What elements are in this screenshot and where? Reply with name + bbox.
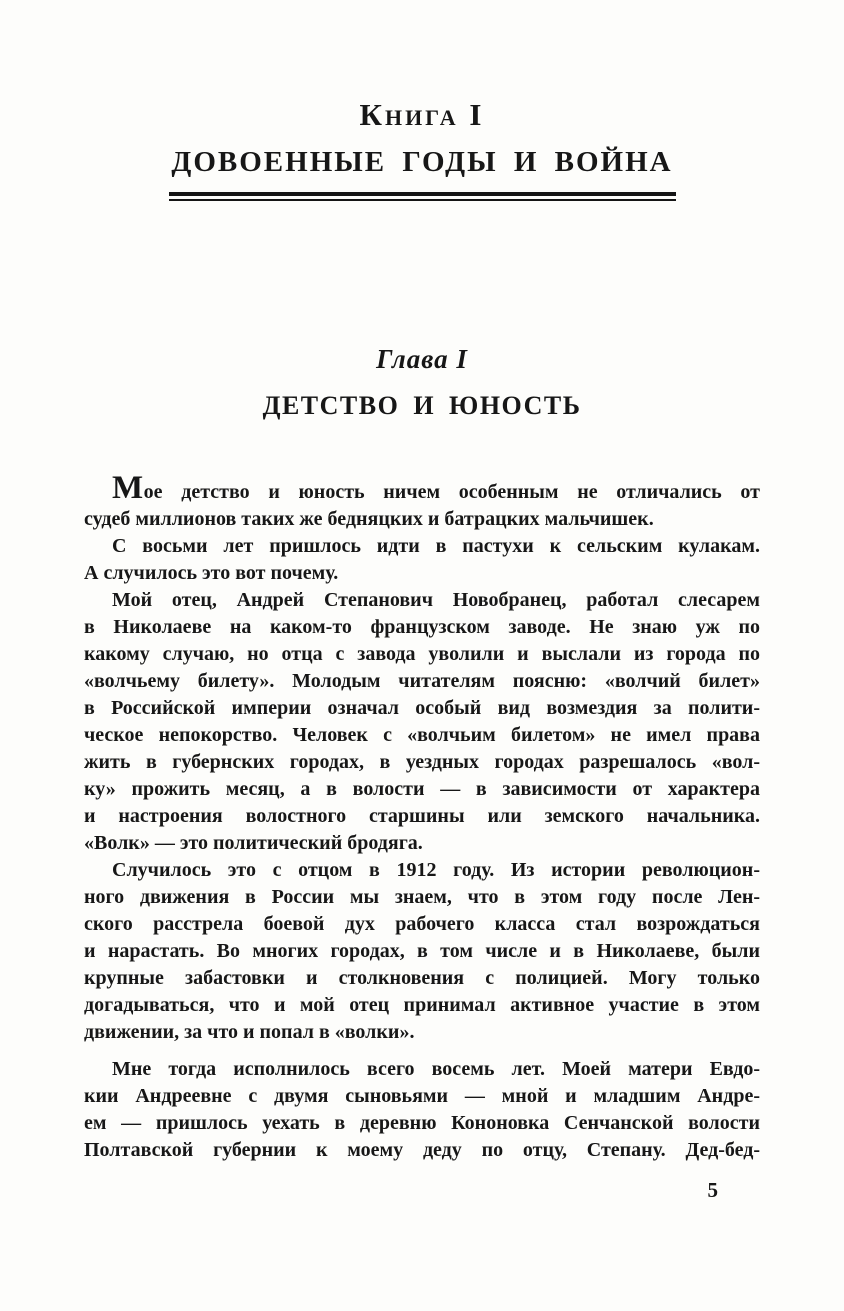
text-line: А случилось это вот почему. [84,562,339,584]
text-line: в Николаеве на каком-то французском заводе. Не знаю уж по [84,616,760,638]
part-title: ДОВОЕННЫЕ ГОДЫ И ВОЙНА [171,146,673,178]
text-line: жить в губернских городах, в уездных городах разрешалось «вол- [84,751,760,773]
text-line: Мое детство и юность ничем особенным не отличались от [112,470,760,506]
chapter-header [84,341,760,423]
text-line: ческое непокорство. Человек с «волчьим билетом» не имел права [84,724,760,746]
text-line: и нарастать. Во многих городах, в том числе и в Николаеве, были [84,940,760,962]
initial-letter: М [112,470,144,506]
text-line: какому случаю, но отца с завода уволили и выслали из города по [84,643,760,665]
paragraph [84,587,760,857]
text-line: Полтавской губернии к моему деду по отцу, Степану. Дед-бед- [84,1139,760,1161]
text-line: «волчьему билету». Молодым читателям поясню: «волчий билет» [84,670,760,692]
text-line: ного движения в России мы знаем, что в этом году после Лен- [84,886,760,908]
text-line: движении, за что и попал в «волки». [84,1021,415,1043]
text-line: в Российской империи означал особый вид возмездия за полити- [84,697,760,719]
rule-thin-line [169,199,676,201]
text-line: кии Андреевне с двумя сыновьями — мной и младшим Андре- [84,1085,760,1107]
body-text [84,470,760,1164]
text-line: и настроения волостного старшины или земского начальника. [84,805,760,827]
text-line: Мой отец, Андрей Степанович Новобранец, работал слесарем [112,589,760,611]
text-line: Случилось это с отцом в 1912 году. Из истории революцион- [112,859,760,881]
text-line: ского расстрела боевой дух рабочего класса стал возрождаться [84,913,760,935]
paragraph [84,1056,760,1164]
text-line: догадываться, что и мой отец принимал активное участие в этом [84,994,760,1016]
text-line: С восьми лет пришлось идти в пастухи к сельским кулакам. [112,535,760,557]
paragraph [84,533,760,587]
text-line: «Волк» — это политический бродяга. [84,832,423,854]
double-rule [169,192,676,201]
text-line: крупные забастовки и столкновения с полицией. Могу только [84,967,760,989]
paragraph [84,857,760,1046]
book-header [84,96,760,201]
book-title: Книга I [359,97,485,132]
chapter-subtitle: ДЕТСТВО И ЮНОСТЬ [262,391,582,420]
paragraph [84,470,760,533]
text-line: судеб миллионов таких же бедняцких и батрацких мальчишек. [84,508,654,530]
rule-thick-line [169,192,676,196]
text-line: Мне тогда исполнилось всего восемь лет. Моей матери Евдо- [112,1058,760,1080]
chapter-title: Глава I [376,344,468,374]
text-line: ку» прожить месяц, а в волости — в зависимости от характера [84,778,760,800]
page-number: 5 [707,1178,718,1202]
text-line: ем — пришлось уехать в деревню Кононовка Сенчанской волости [84,1112,760,1134]
